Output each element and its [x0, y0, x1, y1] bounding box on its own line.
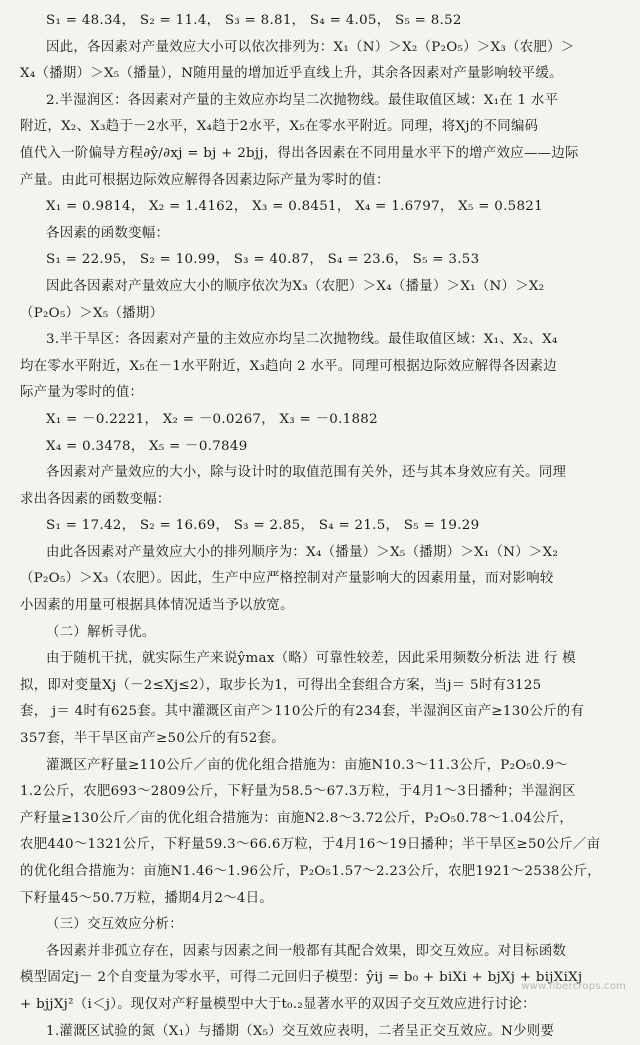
text-line: S₁ = 17.42， S₂ = 16.69， S₃ = 2.85， S₄ = 21.5， S₅ = 19.29 [46, 518, 480, 534]
text-line: 模型固定j－ 2个自变量为零水平，可得二元回归子模型：ŷij = b₀ + biXi + bjXj + bijXiXj [20, 970, 583, 986]
text-line: （P₂O₅）＞X₃（农肥）。因此，生产中应严格控制对产量影响大的因素用量，而对影响较 [20, 571, 554, 587]
text-line: 1.灌溉区试验的氮（X₁）与播期（X₅）交互效应表明，二者呈正交互效应。N少则要 [46, 1023, 555, 1039]
text-line: X₄（播期）＞X₅（播量），N随用量的增加近乎直线上升，其余各因素对产量影响较平缓。 [20, 66, 563, 82]
text-line: 各因素对产量效应的大小，除与设计时的取值范围有关外，还与其本身效应有关。同理 [46, 465, 567, 481]
text-line: 均在零水平附近，X₅在－1水平附近，X₃趋向 2 水平。同理可根据边际效应解得各因素边 [20, 358, 557, 374]
text-line: 际产量为零时的值： [20, 385, 144, 401]
text-line: 各因素的函数变幅： [46, 225, 170, 241]
text-line: 灌溉区产籽量≥110公斤／亩的优化组合措施为：亩施N10.3～11.3公斤，P₂O₅0.9～ [46, 757, 569, 773]
text-line: X₄ = 0.3478， X₅ = －0.7849 [46, 438, 248, 454]
text-line: + bjjXj²（i＜j）。现仅对产籽量模型中大于t₀.₂显著水平的双因子交互效应进行讨论： [20, 996, 536, 1012]
text-line: S₁ = 22.95， S₂ = 10.99， S₃ = 40.87， S₄ = 23.6， S₅ = 3.53 [46, 252, 480, 268]
text-line: 由此各因素对产量效应大小的排列顺序为：X₄（播量）＞X₅（播期）＞X₁（N）＞X₂ [46, 544, 559, 560]
text-line: 的优化组合措施为：亩施N1.46～1.96公斤，P₂O₅1.57～2.23公斤，农肥1921～2538公斤， [20, 864, 601, 879]
text-line: 附近，X₂、X₃趋于－2水平，X₄趋于2水平，X₅在零水平附近。同理，将Xj的不同编码 [20, 119, 539, 135]
text-line: 值代入一阶偏导方程∂ŷ/∂xj = bj + 2bjj，得出各因素在不同用量水平下的增产效应——边际 [20, 145, 579, 161]
text-line: X₁ = －0.2221， X₂ = －0.0267， X₃ = －0.1882 [46, 411, 378, 427]
text-line: 套， j＝ 4时有625套。其中灌溉区亩产＞110公斤的有234套，半湿润区亩产≥130公斤的有 [20, 704, 585, 720]
text-line: 1.2公斤，农肥693～2809公斤，下籽量为58.5～67.3万粒，于4月1～3日播种；半湿润区 [20, 784, 576, 800]
text-line: 拟，即对变量Xj（－2≤Xj≤2），取步长为1，可得出全套组合方案，当j＝ 5时有3125 [20, 677, 542, 693]
text-line: 下籽量45～50.7万粒，播期4月2～4日。 [20, 890, 274, 906]
text-line: 由于随机干扰，就实际生产来说ŷmax（略）可靠性较差，因此采用频数分析法 进 行 模 [46, 651, 576, 667]
text-line: 小因素的用量可根据具体情况适当予以放宽。 [20, 598, 294, 614]
text-line: 2.半湿润区：各因素对产量的主效应亦均呈二次抛物线。最佳取值区域：X₁在 1 水平 [46, 92, 559, 108]
text-line: 农肥440～1321公斤，下籽量59.3～66.6万粒，于4月16～19日播种；半干旱区≥50公斤／亩 [20, 837, 601, 853]
text-line: 357套，半干旱区亩产≥50公斤的有52套。 [20, 731, 285, 747]
section-heading: （三）交互效应分析： [46, 917, 183, 933]
text-line: 因此各因素对产量效应大小的顺序依次为X₃（农肥）＞X₄（播量）＞X₁（N）＞X₂ [46, 278, 545, 294]
text-line: 各因素并非孤立存在，因素与因素之间一般都有其配合效果，即交互效应。对目标函数 [46, 943, 567, 959]
text-line: 3.半干旱区：各因素对产量的主效应亦均呈二次抛物线。最佳取值区域：X₁、X₂、X₄ [46, 332, 558, 348]
text-line: 产籽量≥130公斤／亩的优化组合措施为：亩施N2.8～3.72公斤，P₂O₅0.78～1.04公斤， [20, 810, 574, 826]
text-line: 求出各因素的函数变幅： [20, 491, 171, 507]
text-line: 因此，各因素对产量效应大小可以依次排列为：X₁（N）＞X₂（P₂O₅）＞X₃（农肥）＞ [46, 39, 575, 55]
text-line: S₁ = 48.34， S₂ = 11.4， S₃ = 8.81， S₄ = 4.05， S₅ = 8.52 [46, 13, 462, 28]
section-heading: （二）解析寻优。 [46, 624, 156, 640]
text-line: X₁ = 0.9814， X₂ = 1.4162， X₃ = 0.8451， X₄ = 1.6797， X₅ = 0.5821 [46, 199, 543, 215]
watermark: www.fibercrops.com [521, 981, 626, 992]
text-line: （P₂O₅）＞X₅（播期） [20, 305, 164, 321]
text-line: 产量。由此可根据边际效应解得各因素边际产量为零时的值： [20, 172, 390, 188]
